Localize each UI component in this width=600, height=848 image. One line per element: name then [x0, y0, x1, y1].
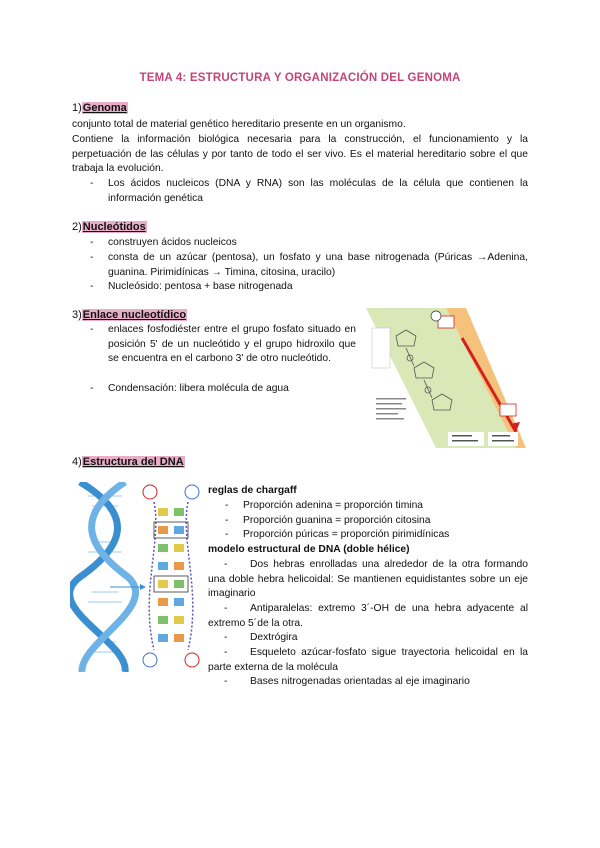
chargaff-rule-1: - Proporción adenina = proporción timina: [225, 500, 424, 511]
section-3-label: Enlace nucleotídico: [82, 309, 187, 321]
dna-double-helix-figure: [70, 482, 140, 672]
nucleotidos-bullet-2: - consta de un azúcar (pentosa), un fosfato y una base nitrogenada (Púricas →Adenina, guanina. Pirimidínicas → Timina, citosina, uracilo): [90, 252, 528, 278]
genoma-description: Contiene la información biológica necesaria para la construcción, el funcionamiento y la perpetuación de las células y por tanto de todo el ser vivo. Es el material hereditario sobre el que trabaja la evolución.: [72, 134, 528, 175]
chargaff-rule-3: - Proporción púricas = proporción pirimidínicas: [225, 529, 450, 540]
model-point-2: - Antiparalelas: extremo 3´-OH de una hebra adyacente al extremo 5´de la otra.: [208, 603, 528, 629]
chargaff-title: reglas de chargaff: [208, 485, 297, 496]
section-2-number: 2): [72, 221, 82, 233]
nucleotidos-bullet-3: - Nucleósido: pentosa + base nitrogenada: [90, 281, 293, 292]
nucleotidos-bullet-1: - construyen ácidos nucleicos: [90, 237, 237, 248]
genoma-definition: conjunto total de material genético hereditario presente en un organismo.: [72, 119, 406, 130]
section-3-heading: [72, 309, 187, 321]
page-title: TEMA 4: ESTRUCTURA Y ORGANIZACIÓN DEL GENOMA: [139, 72, 461, 84]
model-point-4: - Esqueleto azúcar-fosfato sigue trayectoria helicoidal en la parte externa de la molécula: [208, 647, 528, 673]
chargaff-rule-2: - Proporción guanina = proporción citosina: [225, 515, 431, 526]
phosphodiester-bond-diagram: [366, 308, 526, 448]
genoma-bullet-1: - Los ácidos nucleicos (DNA y RNA) son las moléculas de la célula que contienen la información genética: [90, 178, 528, 204]
section-4-label: Estructura del DNA: [82, 456, 184, 468]
enlace-bullet-2: - Condensación: libera molécula de agua: [90, 383, 289, 394]
dna-base-pairing-figure: [140, 482, 204, 672]
section-4-number: 4): [72, 456, 82, 468]
model-point-3: - Dextrógira: [224, 632, 298, 643]
section-3-number: 3): [72, 309, 82, 321]
model-point-1: - Dos hebras enrolladas una alrededor de la otra formando una doble hebra helicoidal: Se mantienen equidistantes sobre un eje imaginario: [208, 559, 528, 600]
section-2-heading: [72, 221, 147, 233]
section-1-heading: [72, 102, 128, 114]
section-1-label: Genoma: [82, 102, 127, 114]
model-title: modelo estructural de DNA (doble hélice): [208, 544, 410, 555]
enlace-bullet-1: - enlaces fosfodiéster entre el grupo fosfato situado en posición 5' de un nucleótido y el grupo hidroxilo que se encuentra en el carbono 3' de otro nucleótido.: [90, 324, 356, 365]
section-4-heading: [72, 456, 185, 468]
section-2-label: Nucleótidos: [82, 221, 146, 233]
section-1-number: 1): [72, 102, 82, 114]
model-point-5: - Bases nitrogenadas orientadas al eje imaginario: [224, 676, 470, 687]
